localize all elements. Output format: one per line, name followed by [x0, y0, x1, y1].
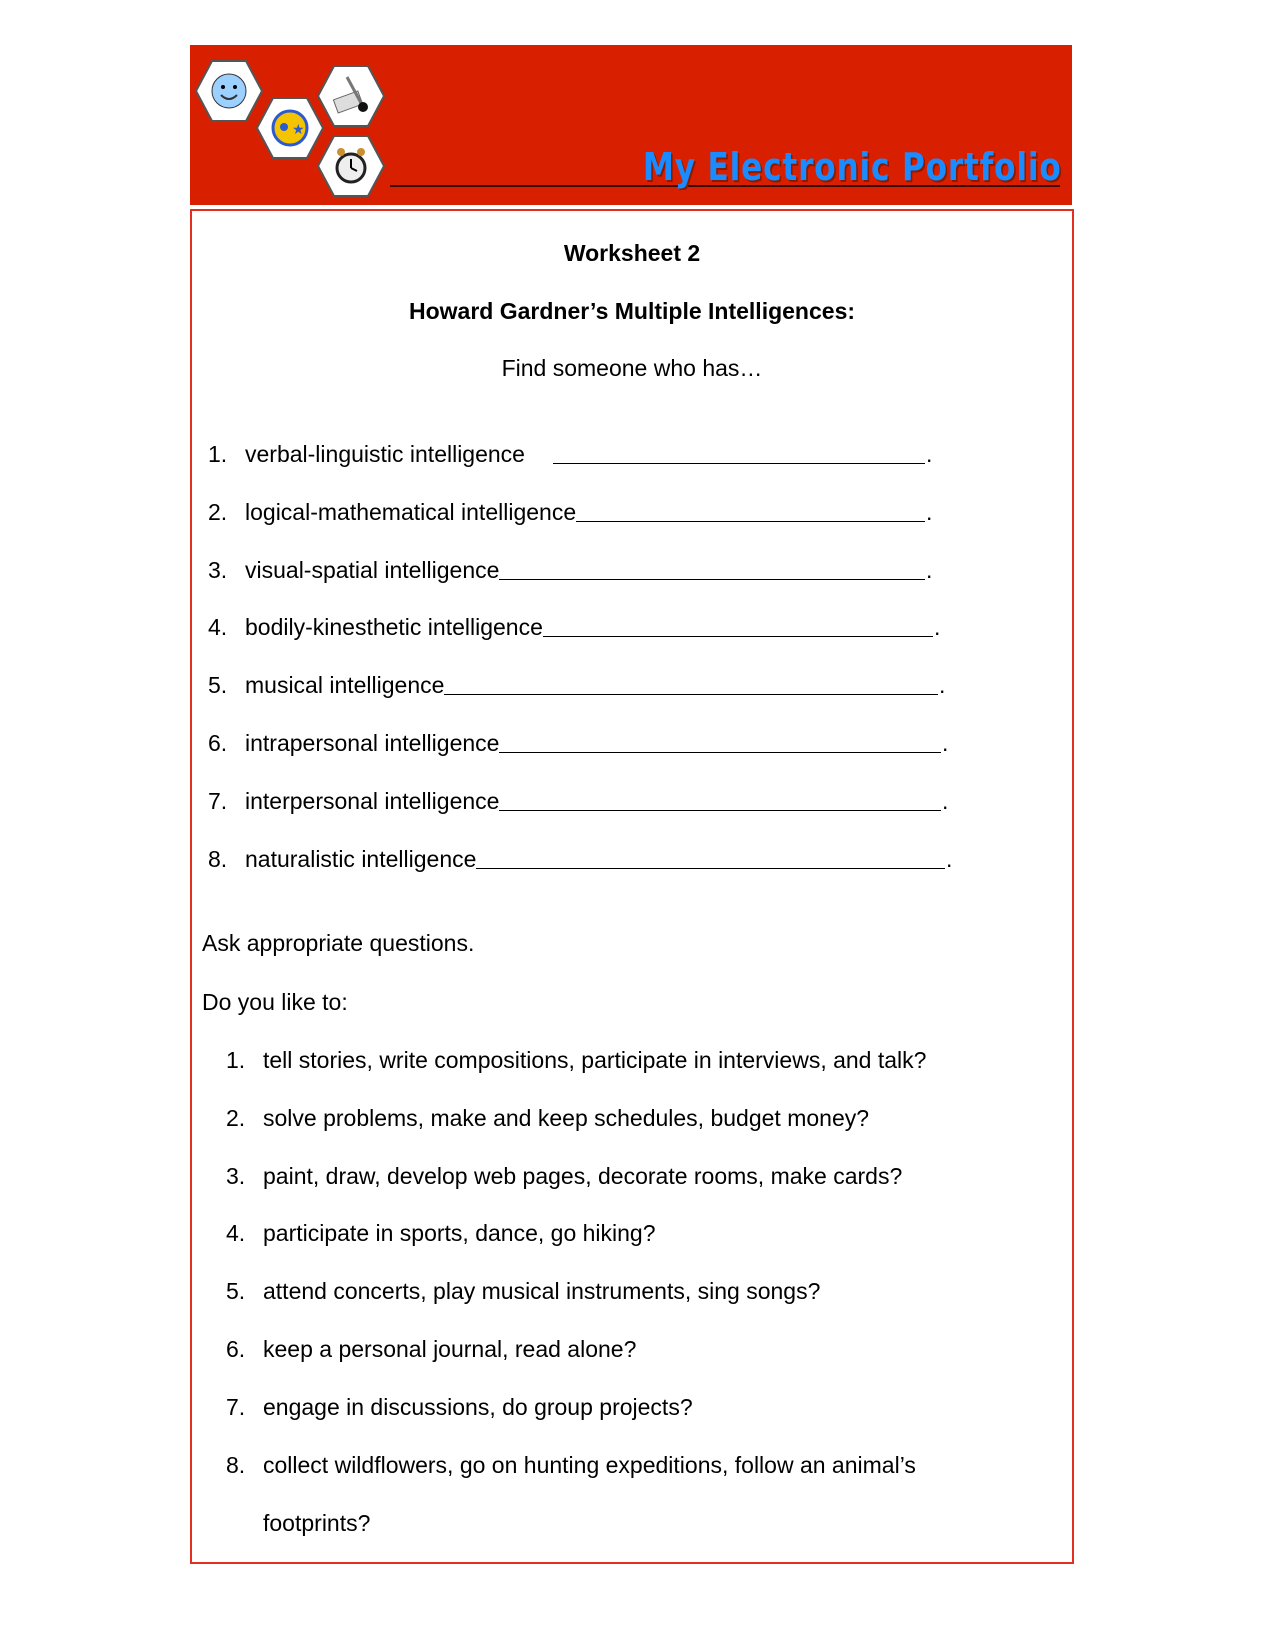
item-number: 2.: [208, 498, 228, 525]
item-number: 3.: [208, 556, 228, 583]
item-period: .: [942, 730, 949, 756]
item-period: .: [926, 441, 933, 467]
question-number: 2.: [226, 1104, 246, 1131]
answer-blank[interactable]: [499, 559, 925, 580]
item-label: interpersonal intelligence: [245, 787, 500, 814]
worksheet-subtitle: Howard Gardner’s Multiple Intelligences:: [408, 298, 856, 324]
answer-blank[interactable]: [499, 732, 941, 753]
item-number: 7.: [208, 787, 228, 814]
item-label: intrapersonal intelligence: [245, 730, 500, 756]
alarm-clock-icon: [317, 135, 385, 197]
ask-instruction: Ask appropriate questions.: [202, 930, 475, 956]
question-text-continued: footprints?: [263, 1509, 371, 1536]
question-intro: Do you like to:: [202, 989, 348, 1015]
list-item: [245, 787, 941, 814]
shapes-icon: [256, 97, 324, 159]
quill-icon: [317, 65, 385, 127]
question-text: paint, draw, develop web pages, decorate rooms, make cards?: [263, 1162, 903, 1189]
answer-blank[interactable]: [553, 443, 925, 464]
question-number: 3.: [226, 1162, 246, 1189]
item-label: visual-spatial intelligence: [245, 556, 500, 583]
question-text: participate in sports, dance, go hiking?: [263, 1220, 656, 1247]
list-item: [245, 732, 941, 755]
question-text: engage in discussions, do group projects?: [263, 1393, 693, 1420]
answer-blank[interactable]: [576, 501, 925, 522]
question-number: 5.: [226, 1278, 246, 1305]
list-item: [245, 674, 938, 697]
item-period: .: [934, 614, 941, 641]
item-label: verbal-linguistic intelligence: [245, 441, 525, 467]
question-number: 1.: [226, 1047, 246, 1073]
item-label: logical-mathematical intelligence: [245, 498, 577, 525]
item-period: .: [926, 556, 933, 583]
list-item: [245, 443, 925, 466]
item-label: naturalistic intelligence: [245, 845, 477, 872]
question-number: 4.: [226, 1220, 246, 1247]
answer-blank[interactable]: [499, 790, 941, 811]
svg-text:★: ★: [292, 121, 305, 137]
question-number: 6.: [226, 1336, 246, 1362]
item-period: .: [942, 787, 949, 814]
worksheet-title: Worksheet 2: [563, 240, 701, 266]
item-label: musical intelligence: [245, 672, 445, 699]
question-number: 7.: [226, 1393, 246, 1420]
item-number: 5.: [208, 672, 228, 699]
worksheet-intro: Find someone who has…: [501, 355, 763, 381]
question-text: collect wildflowers, go on hunting expeditions, follow an animal’s: [263, 1451, 916, 1478]
answer-blank[interactable]: [543, 616, 933, 637]
item-period: .: [946, 845, 953, 872]
list-item: [245, 616, 933, 639]
item-label: bodily-kinesthetic intelligence: [245, 614, 543, 641]
item-number: 8.: [208, 845, 228, 872]
question-text: attend concerts, play musical instruments, sing songs?: [263, 1278, 821, 1305]
item-number: 1.: [208, 441, 228, 467]
list-item: [245, 556, 925, 583]
smiley-icon: [195, 60, 263, 122]
answer-blank[interactable]: [444, 674, 938, 695]
item-number: 6.: [208, 730, 228, 756]
question-text: solve problems, make and keep schedules, budget money?: [263, 1104, 870, 1131]
banner-title: My Electronic Portfolio: [643, 145, 1062, 189]
item-period: .: [926, 498, 933, 525]
answer-blank[interactable]: [476, 848, 945, 869]
list-item: [245, 498, 925, 525]
item-period: .: [939, 672, 946, 699]
question-number: 8.: [226, 1451, 246, 1478]
item-number: 4.: [208, 614, 228, 641]
question-text: keep a personal journal, read alone?: [263, 1336, 637, 1362]
portfolio-banner: [190, 45, 1072, 205]
list-item: [245, 845, 945, 872]
question-text: tell stories, write compositions, participate in interviews, and talk?: [263, 1047, 927, 1073]
